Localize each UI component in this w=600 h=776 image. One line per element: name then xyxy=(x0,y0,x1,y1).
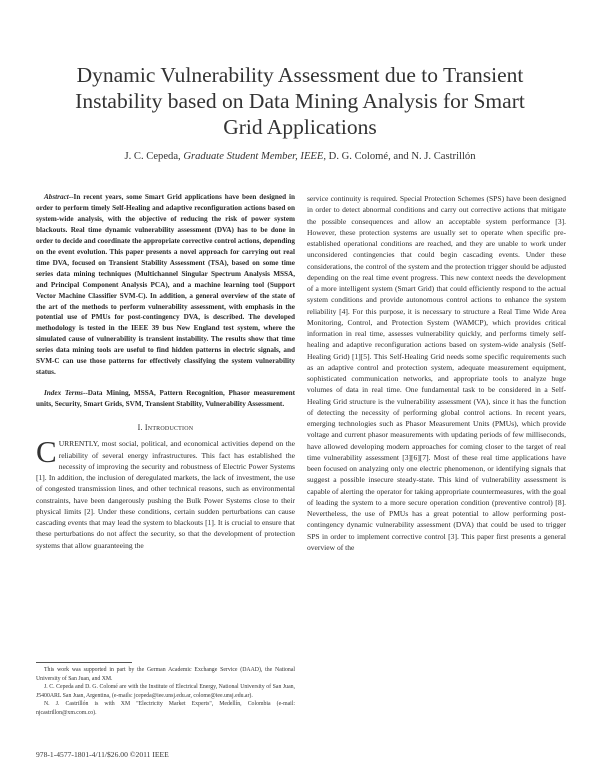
section-heading xyxy=(36,422,295,433)
intro-first-word: URRENTLY xyxy=(58,439,98,449)
footnote-divider xyxy=(36,662,132,663)
copyright-line: 978-1-4577-1801-4/11/$26.00 ©2011 IEEE xyxy=(36,750,169,759)
left-column xyxy=(36,192,295,551)
right-column xyxy=(307,193,566,553)
index-terms-text: --Data Mining, MSSA, Pattern Recognition, Phasor measurement units, Security, Smart Grids, SVM, Transient Stability, Vulnerability Assessment. xyxy=(36,389,295,409)
author-role: Graduate Student Member, IEEE xyxy=(183,151,324,162)
index-terms-label: Index Terms xyxy=(44,389,83,398)
footnote-affiliation-2: N. J. Castrillón is with XM "Electricity Market Experts", Medellín, Colombia (e-mail: njcastrillon@xm.com.co). xyxy=(36,701,295,716)
abstract-text: --In recent years, some Smart Grid applications have been designed in order to perform timely Self-Healing and adaptive reconfiguration actions based on system-wide analysis, with the objective of reducing the risk of power system blackouts. Real time dynamic vulnerability assessment (DVA) has to be done in order to decide and coordinate the appropriate corrective control actions, depending on the event evolution. This paper presents a novel approach for carrying out real time DVA, focused on Transient Stability Assessment (TSA), based on some time series data mining techniques (Multichannel Singular Spectrum Analysis MSSA, and Principal Component Analysis PCA), and a machine learning tool (Support Vector Machine Classifier SVM-C). In addition, a general overview of the state of the art of the methods to perform vulnerability assessment, with emphasis in the potential use of PMUs for post-contingency DVA, is described. The developed methodology is tested in the IEEE 39 bus New England test system, where the simulated cause of vulnerability is transient instability. The results show that time series data mining tools are useful to find hidden patterns in electric signals, and SVM-C can use those patterns for effectively classifying the system vulnerability status. xyxy=(36,193,295,377)
intro-text: , most social, political, and economical activities depend on the reliability of several energy infrastructures. This fact has established the necessity of improving the security and robustness of Electric Power Systems [1]. In addition, the inclusion of deregulated markets, the lack of investment, the use of congested transmission lines, and other technical reasons, such as environmental constraints, have been dangerously pushing the Bulk Power Systems close to their physical limits [2]. Under these conditions, certain sudden perturbations can cause cascading events that may lead the system to blackouts [1]. It is crucial to ensure that these perturbations do not affect the security, so that the development of protection systems that allow guaranteeing the xyxy=(36,439,295,550)
section-title: Introduction xyxy=(144,423,194,433)
abstract xyxy=(36,192,295,378)
index-terms xyxy=(36,388,295,410)
abstract-label: Abstract xyxy=(44,193,69,201)
footnote-funding: This work was supported in part by the German Academic Exchange Service (DAAD), the National University of San Juan, and XM. xyxy=(36,667,295,682)
footnotes xyxy=(36,666,295,718)
author-line xyxy=(40,151,560,162)
paper-title: Dynamic Vulnerability Assessment due to Transient Instability based on Data Mining Analysis for Smart Grid Applications xyxy=(75,63,525,139)
introduction-paragraph xyxy=(36,434,295,551)
right-column-paragraph: service continuity is required. Special Protection Schemes (SPS) have been designed in order to detect abnormal conditions and carry out corrective actions that mitigate the possible consequences and allow an acceptable system performance [3]. However, these protection systems are usually set to operate when specific pre-established operational conditions are reached, and they are unable to work under unconsidered contingencies that could begin cascading events. Under these considerations, the control of the system and the protection trigger should be adjusted depending on the real time event progress. This new context needs the development of a more intelligent system (Smart Grid) that could efficiently respond to the actual system conditions and provide autonomous control actions to enhance the system reliability [4]. For this purpose, it is necessary to structure a Real Time Wide Area Monitoring, Control, and Protection System (WAMCP), which provides critical information in real time, assesses vulnerability quickly, and performs timely self-healing and adaptive reconfiguration actions based on system-wide analysis (Self-Healing Grid) [1][5]. This Self-Healing Grid needs some specific requirements such as an adaptive control and protection system, adequate measurement equipment, sophisticated communication networks, and appropriate tools to analyze huge volumes of data in real time. One fundamental task to be considered in a Self-Healing Grid structure is the vulnerability assessment (VA), since it has the function of detecting the necessity of performing global control actions. In recent years, emerging technologies such as Phasor Measurement Units (PMUs), which provide voltage and current phasor measurements with updating periods of few milliseconds, have allowed developing modern approaches for coming closer to the target of real time vulnerability assessment [3][6][7]. Most of these real time applications have been focused on analyzing only one electric phenomenon, or identifying signals that suggest a possible insecure steady-state. This kind of vulnerability assessment is capable of alerting the operator for taking appropriate countermeasures, with the goal of leading the system to a more secure operation condition (preventive control) [8]. Nevertheless, the use of PMUs has a great potential to allow performing post-contingency dynamic vulnerability assessment (DVA) that could be used to trigger SPS in order to implement corrective control [3]. This paper first presents a general overview of the xyxy=(307,194,566,552)
drop-cap: C xyxy=(36,434,57,470)
section-number: I. xyxy=(137,423,145,433)
author-names-rest: , D. G. Colomé, and N. J. Castrillón xyxy=(323,151,476,162)
footnote-affiliation-1: J. C. Cepeda and D. G. Colomé are with the Institute of Electrical Energy, National University of San Juan, J5400ARL San Juan, Argentina, (e-mails: jcepeda@iee.unsj.edu.ar, colome@iee.unsj.edu.ar). xyxy=(36,684,295,699)
author-names-first: J. C. Cepeda, xyxy=(124,151,184,162)
